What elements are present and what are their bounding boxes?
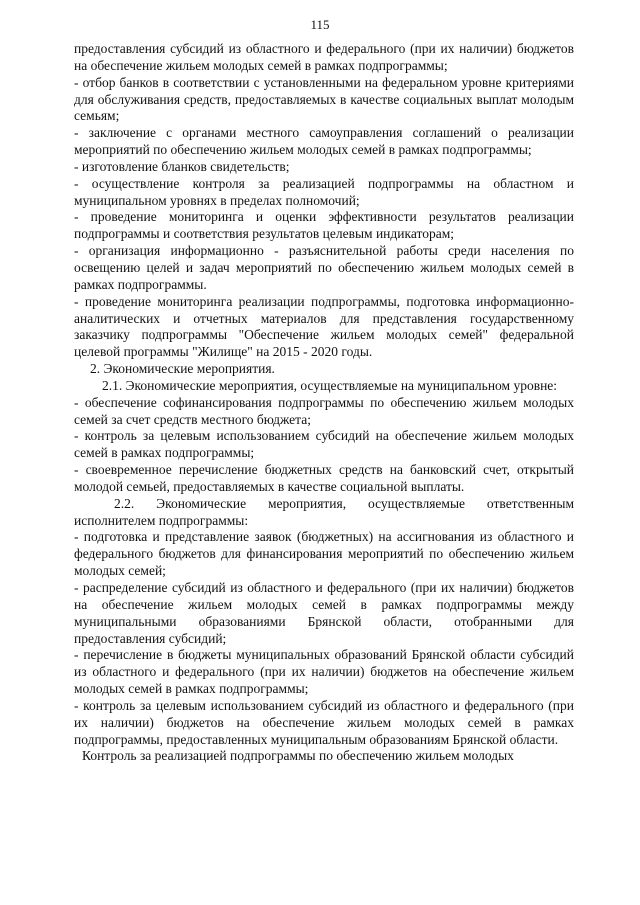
page-number: 115 bbox=[310, 17, 330, 32]
paragraph-subsidy-transfer: - перечисление в бюджеты муниципальных образований Брянской области субсидий из областного и федерального (при их наличии) бюджетов на обеспечение жильем молодых семей в рамках подпрограммы; bbox=[74, 647, 574, 697]
paragraph-information-work: - организация информационно - разъяснительной работы среди населения по освещению целей и задач мероприятий по обеспечению жильем молодых семей в рамках подпрограммы. bbox=[74, 243, 574, 292]
paragraph-timely-transfer: - своевременное перечисление бюджетных средств на банковский счет, открытый молодой семьей, предоставляемых в качестве социальной выплаты. bbox=[74, 462, 574, 494]
paragraph-agreements: - заключение с органами местного самоуправления соглашений о реализации мероприятий по обеспечению жильем молодых семей в рамках подпрограммы; bbox=[74, 125, 574, 158]
paragraph-bank-selection: - отбор банков в соответствии с установленными на федеральном уровне критериями для обслуживания средств, предоставляемых в качестве социальных выплат молодым семьям; bbox=[74, 74, 574, 124]
paragraph-targeted-use-control: - контроль за целевым использованием субсидий на обеспечение жильем молодых семей в рамках подпрограммы; bbox=[74, 428, 574, 461]
document-body bbox=[74, 41, 574, 765]
paragraph-certificate-forms: - изготовление бланков свидетельств; bbox=[74, 158, 290, 174]
paragraph-subsidy-continuation: предоставления субсидий из областного и федерального (при их наличии) бюджетов на обеспечение жильем молодых семей в рамках подпрограммы; bbox=[74, 41, 574, 73]
paragraph-control: - осуществление контроля за реализацией подпрограммы на областном и муниципальном уровнях в пределах полномочий; bbox=[74, 175, 574, 208]
paragraph-program-control: Контроль за реализацией подпрограммы по обеспечению жильем молодых bbox=[82, 748, 514, 764]
section-heading-economic-measures: 2. Экономические мероприятия. bbox=[90, 361, 275, 377]
paragraph-budget-requests: - подготовка и представление заявок (бюджетных) на ассигнования из областного и федерального бюджетов для финансирования мероприятий по обеспечению жильем молодых семей; bbox=[74, 529, 574, 579]
paragraph-subsidy-distribution: - распределение субсидий из областного и федерального (при их наличии) бюджетов на обеспечение жильем молодых семей в рамках подпрограммы между муниципальными образованиями Брянской области, отобранными для предоставления субсидий; bbox=[74, 580, 574, 646]
subsection-heading-municipal: 2.1. Экономические мероприятия, осуществляемые на муниципальном уровне: bbox=[102, 377, 558, 393]
paragraph-subsidy-use-control: - контроль за целевым использованием субсидий из областного и федерального (при их наличии) бюджетов на обеспечение жильем молодых семей в рамках подпрограммы, предоставленных муниципальным образованиям Брянской области. bbox=[74, 697, 574, 747]
paragraph-monitoring-evaluation: - проведение мониторинга и оценки эффективности результатов реализации подпрограммы и соответствия результатов целевым индикаторам; bbox=[74, 209, 574, 242]
paragraph-cofinancing: - обеспечение софинансирования подпрограммы по обеспечению жильем молодых семей за счет средств местного бюджета; bbox=[74, 394, 574, 427]
subsection-heading-responsible-executor: 2.2. Экономические мероприятия, осуществляемые ответственным исполнителем подпрограммы: bbox=[74, 495, 574, 528]
paragraph-monitoring-reporting: - проведение мониторинга реализации подпрограммы, подготовка информационно-аналитических и отчетных материалов для представления государственному заказчику подпрограммы "Обеспечение жильем молодых семей" федеральной целевой программы "Жилище" на 2015 - 2020 годы. bbox=[74, 293, 574, 360]
